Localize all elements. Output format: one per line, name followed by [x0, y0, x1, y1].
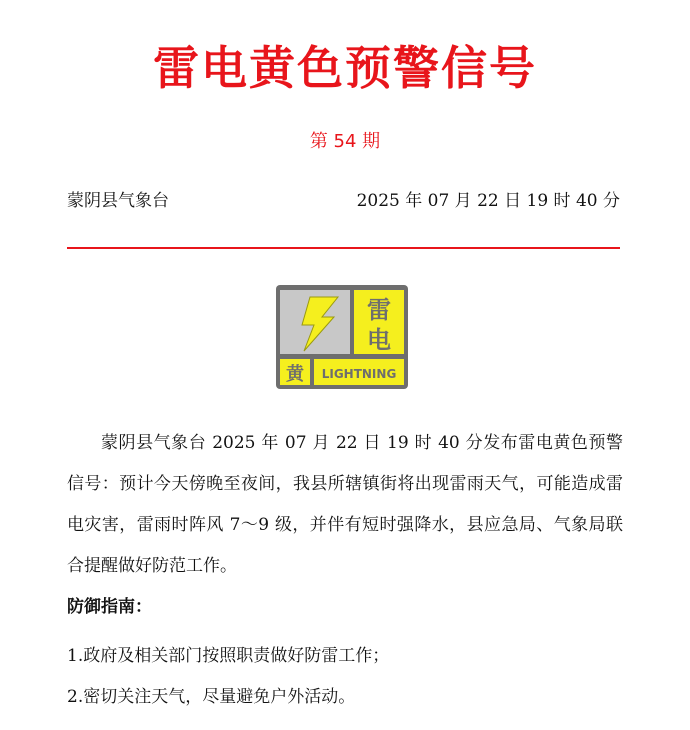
page-title: 雷电黄色预警信号	[153, 41, 537, 95]
meta-row	[67, 189, 620, 213]
lightning-yellow-signal-icon	[276, 285, 408, 389]
issuer-name: 蒙阴县气象台	[67, 191, 169, 211]
red-divider	[67, 247, 620, 249]
glyph-lei: 雷	[367, 296, 391, 324]
glyph-huang: 黄	[286, 364, 304, 385]
glyph-dian: 电	[367, 326, 391, 354]
guide-title: 防御指南：	[67, 597, 152, 617]
guide-list	[67, 636, 623, 718]
guide-item: 1.政府及相关部门按照职责做好防雷工作；	[67, 646, 390, 666]
issue-datetime: 2025 年 07 月 22 日 19 时 40 分	[356, 191, 620, 211]
signal-icon-graphic	[276, 285, 408, 389]
warning-paragraph: 蒙阴县气象台 2025 年 07 月 22 日 19 时 40 分发布雷电黄色预警信号：预计今天傍晚至夜间，我县所辖镇街将出现雷雨天气，可能造成雷电灾害，雷雨时阵风 7～9 级，并伴有短时强降水，县应急局、气象局联合提醒做好防范工作。	[67, 433, 623, 576]
signal-label-text: LIGHTNING	[321, 367, 397, 381]
issue-number: 第 54 期	[309, 131, 381, 152]
guide-item: 2.密切关注天气，尽量避免户外活动。	[67, 687, 356, 707]
